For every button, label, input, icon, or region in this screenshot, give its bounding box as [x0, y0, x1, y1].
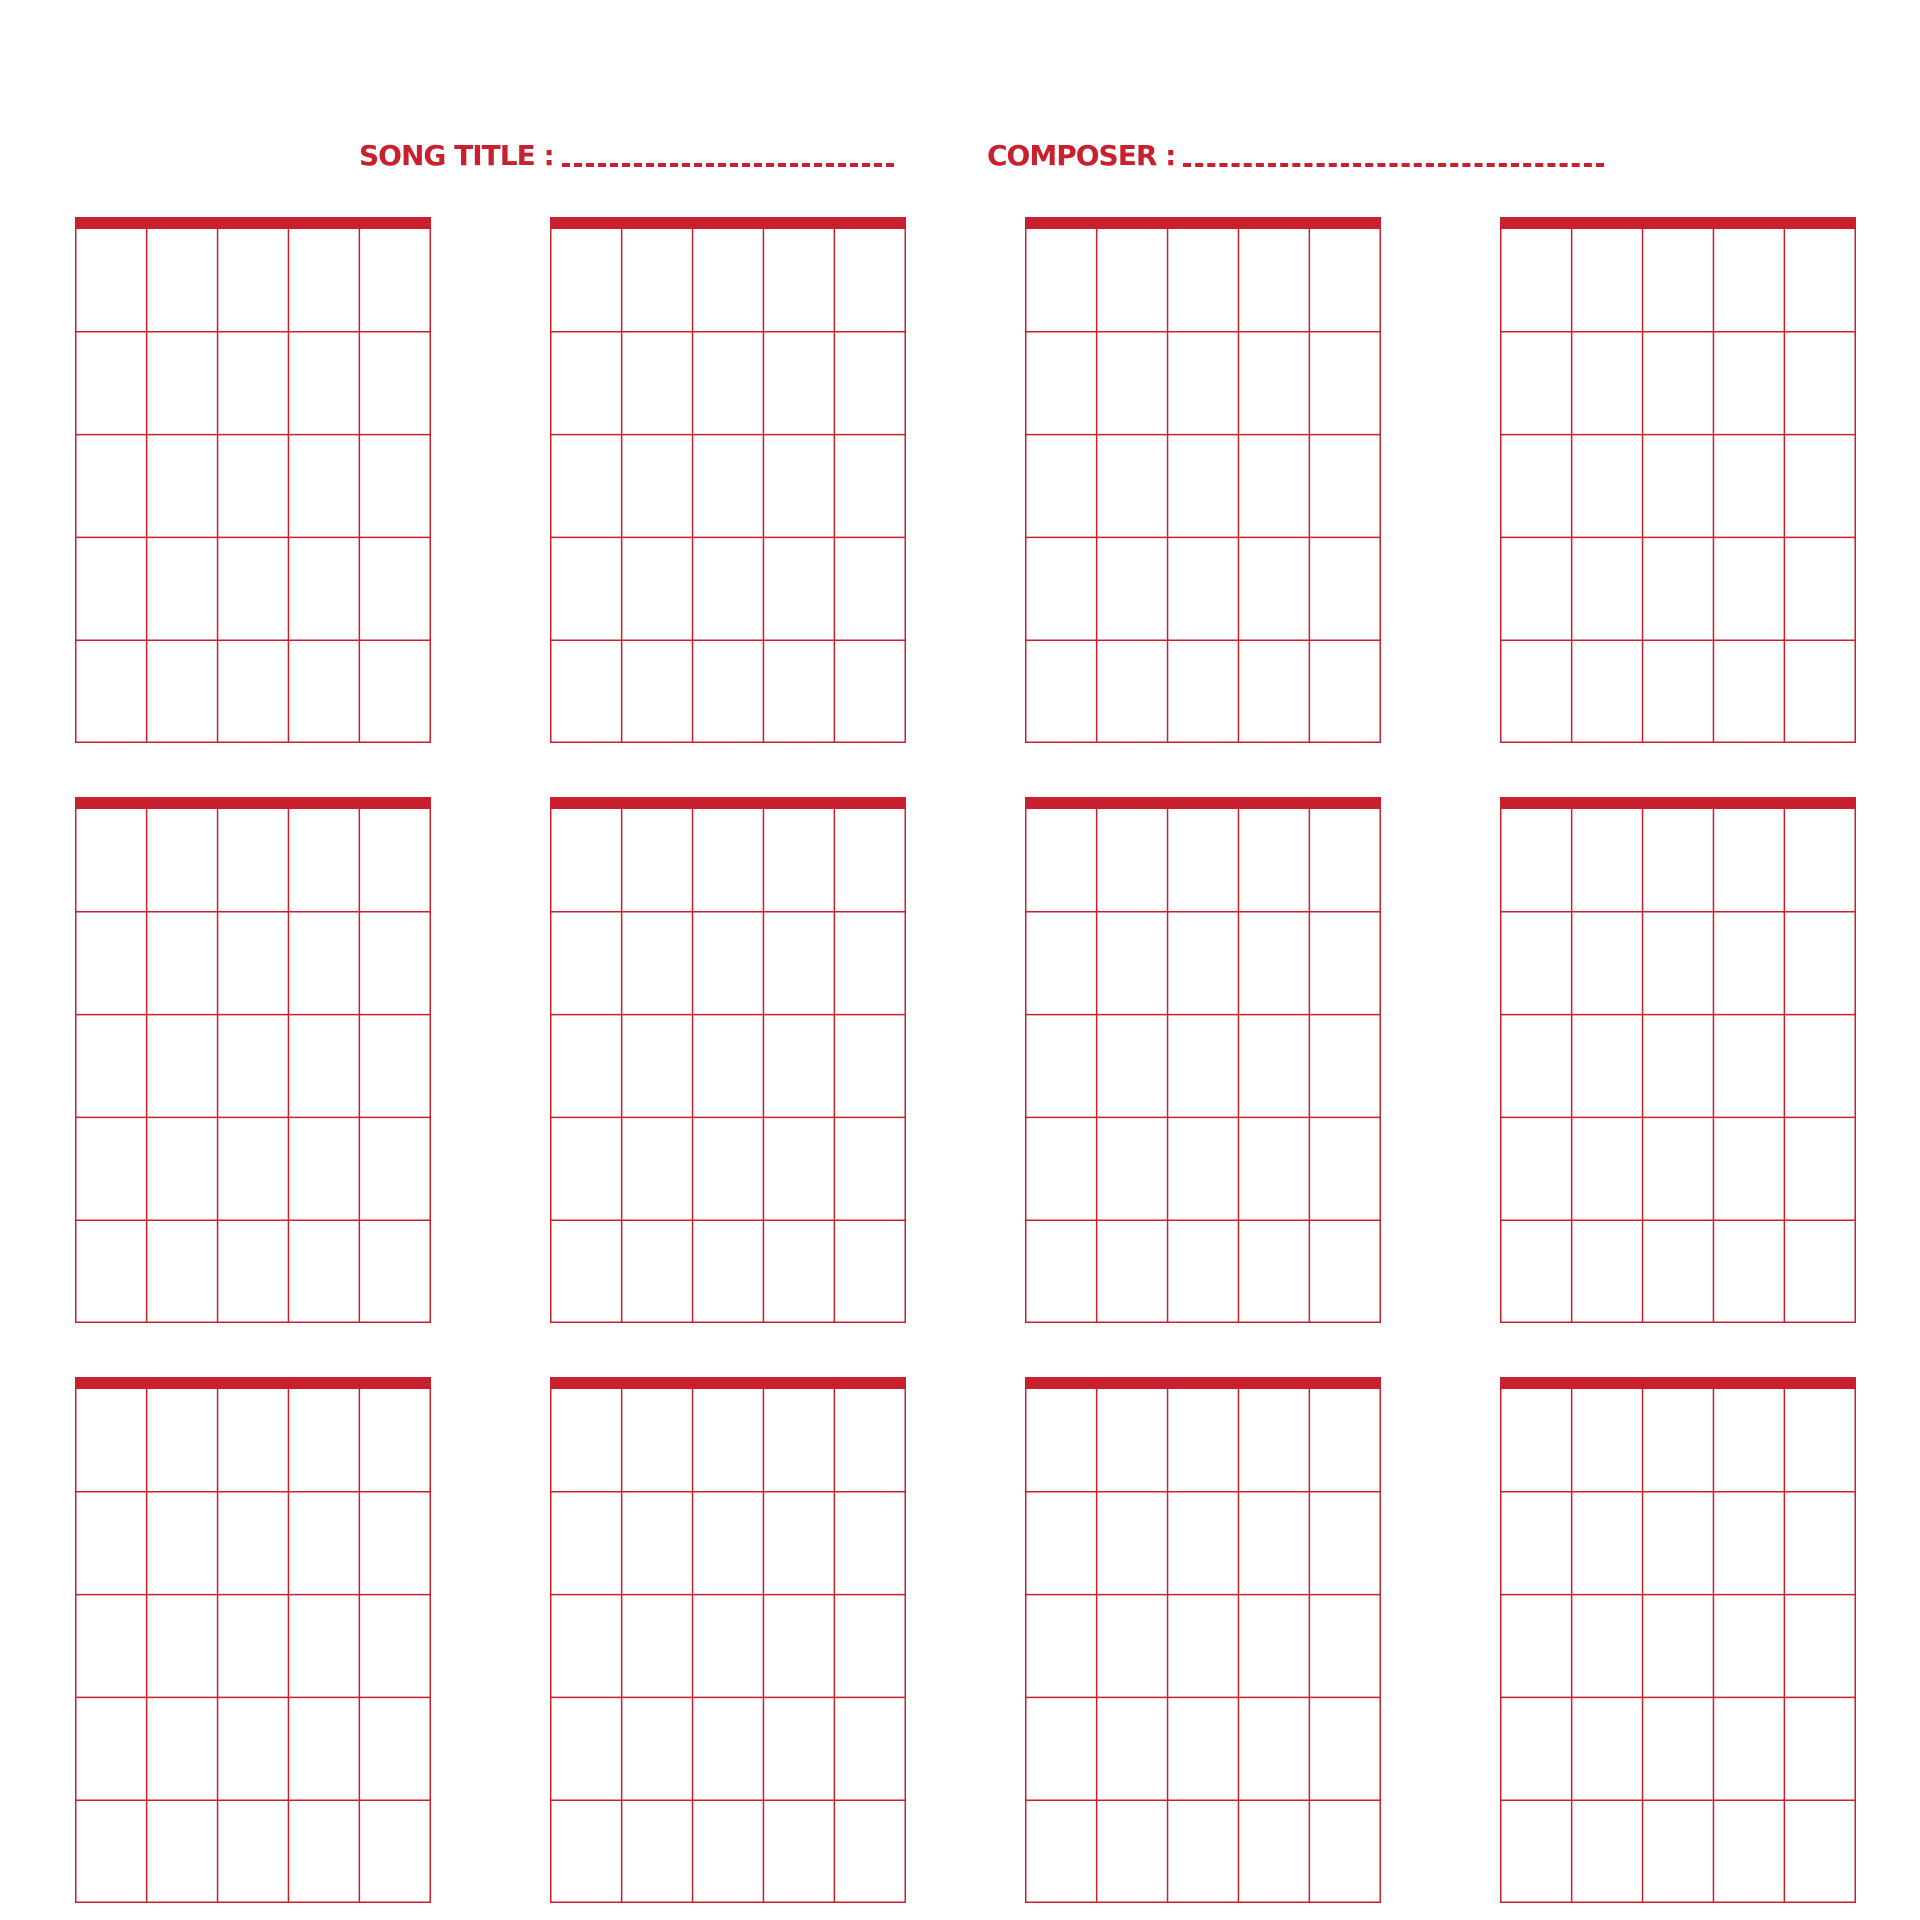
- chord-nut-bar: [1025, 797, 1381, 809]
- chord-nut-bar: [550, 217, 906, 229]
- fretboard-lines: [550, 1389, 906, 1903]
- fretboard-lines: [1025, 1389, 1381, 1903]
- chord-nut-bar: [550, 1377, 906, 1389]
- chord-diagram: [550, 1377, 906, 1903]
- fretboard-lines: [75, 809, 431, 1323]
- chord-nut-bar: [1500, 1377, 1856, 1389]
- chord-fretboard: [1500, 1389, 1856, 1903]
- chord-diagram: [75, 1377, 431, 1903]
- chord-nut-bar: [75, 217, 431, 229]
- chord-diagram: [1500, 217, 1856, 743]
- song-title-field[interactable]: [359, 132, 894, 172]
- chord-nut-bar: [550, 797, 906, 809]
- chord-nut-bar: [75, 797, 431, 809]
- chord-fretboard: [1025, 229, 1381, 743]
- chord-diagram-grid: [75, 217, 1855, 1903]
- chord-nut-bar: [1025, 217, 1381, 229]
- fretboard-lines: [75, 229, 431, 743]
- chord-fretboard: [1025, 1389, 1381, 1903]
- fretboard-lines: [550, 229, 906, 743]
- fretboard-lines: [1500, 1389, 1856, 1903]
- chord-diagram: [1025, 217, 1381, 743]
- composer-label: COMPOSER :: [987, 139, 1176, 172]
- chord-diagram: [1500, 1377, 1856, 1903]
- chord-fretboard: [75, 809, 431, 1323]
- chord-nut-bar: [1500, 217, 1856, 229]
- chord-diagram: [75, 797, 431, 1323]
- fretboard-lines: [1025, 809, 1381, 1323]
- chord-diagram: [75, 217, 431, 743]
- fretboard-lines: [550, 809, 906, 1323]
- chord-diagram: [550, 797, 906, 1323]
- composer-field[interactable]: [987, 132, 1604, 172]
- fretboard-lines: [1025, 229, 1381, 743]
- chord-fretboard: [1500, 229, 1856, 743]
- chord-nut-bar: [1500, 797, 1856, 809]
- chord-fretboard: [550, 1389, 906, 1903]
- chord-fretboard: [75, 229, 431, 743]
- chord-fretboard: [1500, 809, 1856, 1323]
- chord-fretboard: [550, 809, 906, 1323]
- chord-diagram: [1025, 1377, 1381, 1903]
- chord-nut-bar: [75, 1377, 431, 1389]
- composer-blank-line[interactable]: [1183, 163, 1604, 167]
- chord-diagram: [1500, 797, 1856, 1323]
- fretboard-lines: [1500, 229, 1856, 743]
- fretboard-lines: [1500, 809, 1856, 1323]
- chord-diagram: [1025, 797, 1381, 1323]
- chord-fretboard: [550, 229, 906, 743]
- chord-diagram: [550, 217, 906, 743]
- chord-nut-bar: [1025, 1377, 1381, 1389]
- fretboard-lines: [75, 1389, 431, 1903]
- song-title-label: SONG TITLE :: [359, 139, 554, 172]
- chord-fretboard: [75, 1389, 431, 1903]
- song-title-blank-line[interactable]: [562, 163, 894, 167]
- chord-fretboard: [1025, 809, 1381, 1323]
